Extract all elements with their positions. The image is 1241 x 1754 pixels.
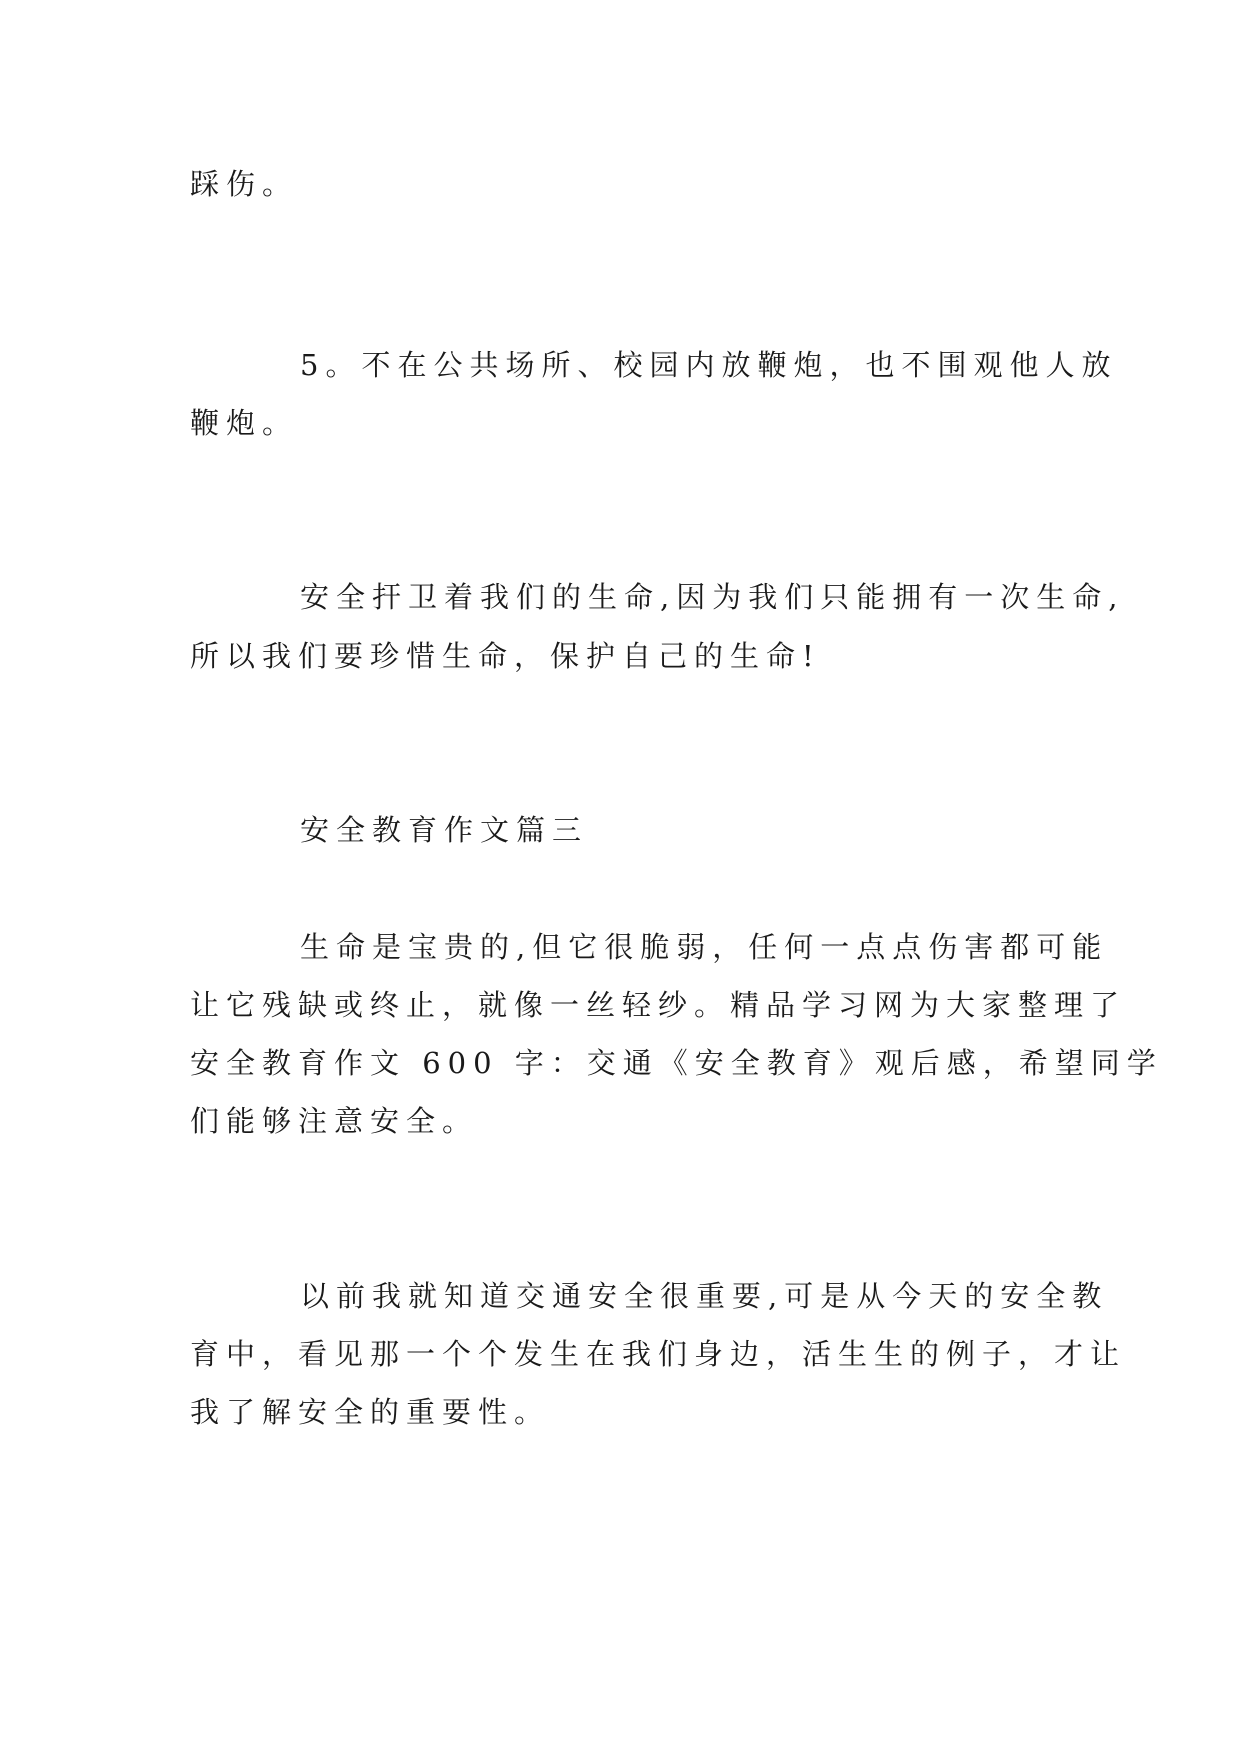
paragraph-2-line-2: 鞭炮。 (190, 406, 299, 440)
section-heading: 安全教育作文篇三 (300, 813, 589, 847)
paragraph-1-line-1: 踩伤。 (190, 167, 299, 201)
paragraph-4-line-2: 让它残缺或终止，就像一丝轻纱。精品学习网为大家整理了 (190, 988, 1127, 1022)
paragraph-2-line-1: 5。不在公共场所、校园内放鞭炮，也不围观他人放 (300, 348, 1118, 382)
paragraph-5-line-1: 以前我就知道交通安全很重要,可是从今天的安全教 (300, 1279, 1109, 1313)
paragraph-5-line-2: 育中，看见那一个个发生在我们身边，活生生的例子，才让 (190, 1337, 1127, 1371)
paragraph-4-line-1: 生命是宝贵的,但它很脆弱，任何一点点伤害都可能 (300, 930, 1109, 964)
paragraph-3-line-2: 所以我们要珍惜生命，保护自己的生命! (190, 639, 821, 673)
paragraph-4-line-4: 们能够注意安全。 (190, 1104, 479, 1138)
paragraph-4-line-3: 安全教育作文 600 字：交通《安全教育》观后感，希望同学 (190, 1046, 1163, 1080)
paragraph-3-line-1: 安全扞卫着我们的生命,因为我们只能拥有一次生命, (300, 580, 1125, 614)
paragraph-5-line-3: 我了解安全的重要性。 (190, 1395, 551, 1429)
